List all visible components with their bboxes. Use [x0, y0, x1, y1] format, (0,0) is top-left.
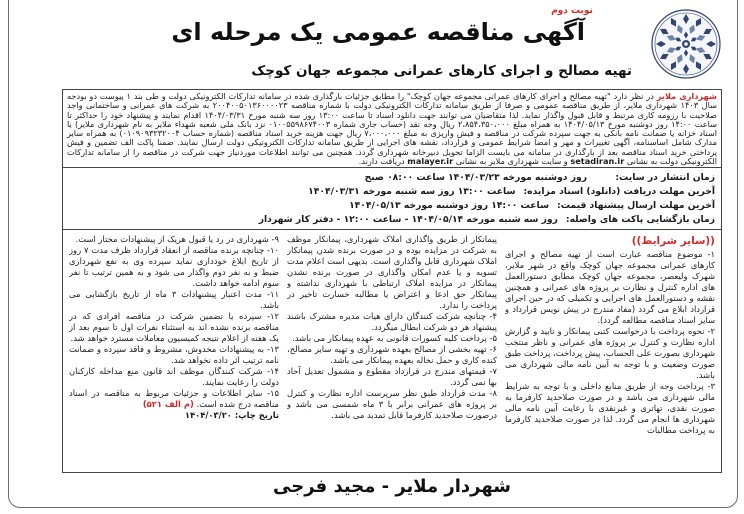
schedule-label: زمان بازگشایی پاکت های واصله: — [565, 214, 715, 225]
condition-item: ۳- پرداخت وجه از طریق منابع داخلی و با توجه به شرایط مالی شهرداری می باشد و در صورت صلاحدید کارفرما به صورت نقدی، تهاتری و غیرنقدی با رعایت آیین نامه مالی شهرداری ها انجام می گردد. لذا در صورت صلاحدید کارفرما به پرداخت مطالبات — [505, 381, 715, 435]
conditions-heading: ((سایر شرایط)) — [631, 235, 715, 247]
schedule-box — [63, 168, 721, 230]
condition-item: ۹- شهرداری در رد یا قبول هریک از پیشنهادات مختار است. — [75, 234, 279, 244]
tender-ad-body — [62, 89, 722, 473]
schedule-label: آخرین مهلت دریافت (دانلود) اسناد مزایده: — [523, 186, 715, 197]
schedule-label: آخرین مهلت ارسال پیشنهاد قیمت: — [557, 200, 715, 211]
schedule-value: ساعت ۱۳:۰۰ روز سه شنبه مورخه ۱۴۰۴/۰۳/۳۱ — [308, 186, 516, 197]
schedule-value: ساعت ۱۴:۰۰ روز دوشنبه مورخه ۱۴۰۴/۰۵/۱۳ — [349, 200, 550, 211]
condition-item: ۱۰- چنانچه برنده مناقصه از انعقاد قرارداد ظرف مدت ۷ روز از تاریخ ابلاغ خودداری نماید سپرده وی به نفع شهرداری ضبط و به نفر دوم واگذار می شود و به همین ترتیب تا نفر سوم ادامه خواهد داشت. — [69, 245, 279, 288]
schedule-row-publish — [69, 171, 715, 185]
condition-item: ۱۴- شرکت کنندگان موظف اند قانون منع مداخله کارکنان دولت را رعایت نمایند. — [69, 366, 279, 387]
print-date: تاریخ چاپ: ۱۴۰۴/۰۳/۲۰ — [184, 410, 279, 420]
schedule-value: روز دوشنبه مورخه ۱۴۰۴/۰۳/۲۳ ساعت ۰۸:۰۰ صبح — [364, 172, 587, 183]
condition-item: ۵- پرداخت کلیه کسورات قانونی به عهده پیمانکار می باشد. — [292, 333, 497, 343]
organization-name: شهرداری ملایر — [656, 91, 717, 101]
condition-item: ۱۳- به پیشنهادات مخدوش، مشروط و فاقد سپرده و ضمانت نامه ترتیب اثر داده نخواهد شد. — [69, 344, 279, 365]
conditions-section — [63, 230, 721, 472]
intro-text: در نظر دارد "تهیه مصالح و اجرای کارهای عمرانی مجموعه جهان کوچک" را مطابق جزئیات بارگذاری شده در سامانه تدارکات الکترونیکی دولت و طی بند ۱ پیوست دو بودجه سال ۱۴۰۳ شهرداری ملایر، از طریق مناقصه عمومی و صرفا از طریق سامانه تدارکات الکترونیکی دولت با شماره مناقصه ۲۰۰۴۰۰۵۰۱۳۶۰۰۰۰۲۳ به شرکت های عمرانی و ساختمانی واجد صلاحیت با رزومه کاری مرتبط و قابل قبول واگذار نماید. لذا متقاضیان می توانند جهت دانلود اسناد تا ساعت ۱۳:۰۰ روز سه شنبه مورخ ۱۴۰۴/۰۳/۳۱ اقدام نمایند و پیشنهاد خود را حداکثر تا ساعت ۱۴:۰۰ روز دوشنبه مورخ ۱۴۰۴/۰۵/۱۳ به همراه مبلغ ۲،۸۵۴،۳۵۰،۰۰۰ ریال وجه نقد (حساب جاری شماره ۰۱۰۰۵۵۹۸۶۷۴۰۰۳ نزد بانک ملی شعبه شهداء ملایر به نام شهرداری ملایر) یا اسناد خزانه یا ضمانت نامه بانکی به جهت سپرده شرکت در مناقصه و فیش واریزی به مبلغ ۷،۰۰۰،۰۰۰ ریال جهت هزینه خرید اسناد مناقصه (شماره حساب ۰۱۰۹۰۹۳۲۳۲۰۰۴) به همراه سایر مدارک شامل اساسنامه، آگهی تغییرات و مهر و امضا شرایط عمومی و قرارداد، نقشه های اجرایی از طریق سامانه تدارکات الکترونیکی دولت ارسال نمایند. ضمنا پاکت الف تضمین و فیش پرداختی خرید اسناد مناقصه بعد از بارگذاری در سامانه می بایست الزاما تحویل دبیرخانه شهرداری گردد. همچنین می توانند اطلاعات موردنیاز جهت شرکت در مناقصه را از سامانه تدارکات الکترونیکی دولت به نشانی — [67, 91, 717, 167]
condition-item: ۱- موضوع مناقصه عبارت است از تهیه مصالح و اجرای کارهای عمرانی مجموعه جهان کوچک واقع در شهر ملایر، شهرک ولیعصر، مجموعه جهان کوچک مطابق دستورالعمل های اداره کنترل و نظارت بر پروژه های عمرانی و همچنین نقشه و دستورالعمل های اجرایی و تکمیلی که در حین اجرای قرارداد ابلاغ می گردد (مفاد مندرج در پیش نویس قرارداد و سایر اسناد مناقصه مطالعه گردد). — [505, 249, 715, 325]
setad-website: setadiran.ir — [570, 156, 625, 167]
intro-text: دریافت دارند. — [358, 156, 405, 167]
reference-code: (م الف ۵۲۱) — [142, 399, 194, 409]
condition-item: ۱۱- مدت اعتبار پیشنهادات ۳ ماه از تاریخ بازگشایی می باشد. — [69, 289, 279, 310]
schedule-value: روز سه شنبه مورخه ۱۴۰۴/۰۵/۱۴ - ساعت ۱۲:۰۰ - دفتر کار شهردار — [258, 214, 558, 225]
schedule-row-opening — [69, 213, 715, 227]
municipality-logo — [650, 8, 722, 80]
ad-subtitle: تهیه مصالح و اجرای کارهای عمرانی مجموعه جهان کوچک — [251, 63, 632, 79]
issue-label: نوبت دوم — [551, 6, 593, 16]
ad-title: آگهی مناقصه عمومی یک مرحله ای — [171, 18, 585, 46]
intro-paragraph — [63, 90, 721, 168]
condition-item: ۱۲- سپرده یا تضمین شرکت در مناقصه افرادی که در مناقصه برنده نشده اند به استثناء نفرات اول تا سوم بعد از یک هفته از اعلام نتیجه کمیسیون معاملات مسترد خواهد شد. — [69, 311, 279, 343]
schedule-label: زمان انتشار در سایت: — [615, 172, 715, 183]
condition-item: ۴- چنانچه شرکت کنندگان دارای هیات مدیره مشترک باشند پیشنهاد هر دو شرکت ابطال میگردد. — [287, 311, 497, 332]
conditions-column-right — [505, 234, 715, 468]
condition-item: ۷- قیمتهای مندرج در قرارداد مقطوع و مشمول تعدیل آحاد بها نمی گردد. — [287, 366, 497, 387]
condition-item: پیمانکار از طریق واگذاری املاک شهرداری، پیمانکار موظف به شرکت در مزایده بوده و در صورت برنده شدن پیمانکار املاک شهرداری قابل واگذاری است. بدیهی است اعلام مدت تسویه و یا عدم امکان واگذاری در صورت برنده نشدن پیمانکار در مزایده املاک ارتباطی با شهرداری نداشته و پیمانکار حق ادعا و اعتراض یا مطالبه خسارت تاخیر در پرداخت را ندارد. — [287, 234, 497, 310]
municipality-website: malayer.ir — [407, 156, 454, 167]
condition-item: ۶- تهیه بخشی از مصالح بعهده شهرداری و تهیه سایر مصالح، کنده کاری و حمل نخاله بعهده پیمانکار می باشد. — [287, 344, 497, 365]
conditions-column-left — [69, 234, 279, 468]
condition-item — [69, 388, 279, 410]
condition-item: ۲- نحوه پرداخت با درخواست کتبی پیمانکار و تایید و گزارش اداره نظارت و کنترل بر پروژه های عمرانی و ناظر منتخب شهرداری بصورت علی الحساب، پیش پرداخت، پرداخت طبق صورت وضعیت و با توجه به آیین نامه مالی شهرداری می باشد. — [505, 326, 715, 380]
schedule-row-submit — [69, 199, 715, 213]
signature: شهردار ملایر - مجید فرجی — [273, 476, 511, 497]
condition-item: ۸- مدت قرارداد طبق نظر سرپرست اداره نظارت و کنترل بر پروژه های عمرانی برابر با ۳ ماه شمسی می باشد و درصورت صلاحدید کارفرما قابل تمدید می باشد. — [287, 388, 497, 420]
intro-text: و سایت شهرداری ملایر به نشانی — [455, 156, 568, 167]
schedule-row-download — [69, 185, 715, 199]
conditions-column-middle — [287, 234, 497, 468]
condition-item-text: ۱۵- سایر اطلاعات و جزئیات مربوط به مناقصه در اسناد مناقصه درج شده است. — [69, 388, 279, 409]
